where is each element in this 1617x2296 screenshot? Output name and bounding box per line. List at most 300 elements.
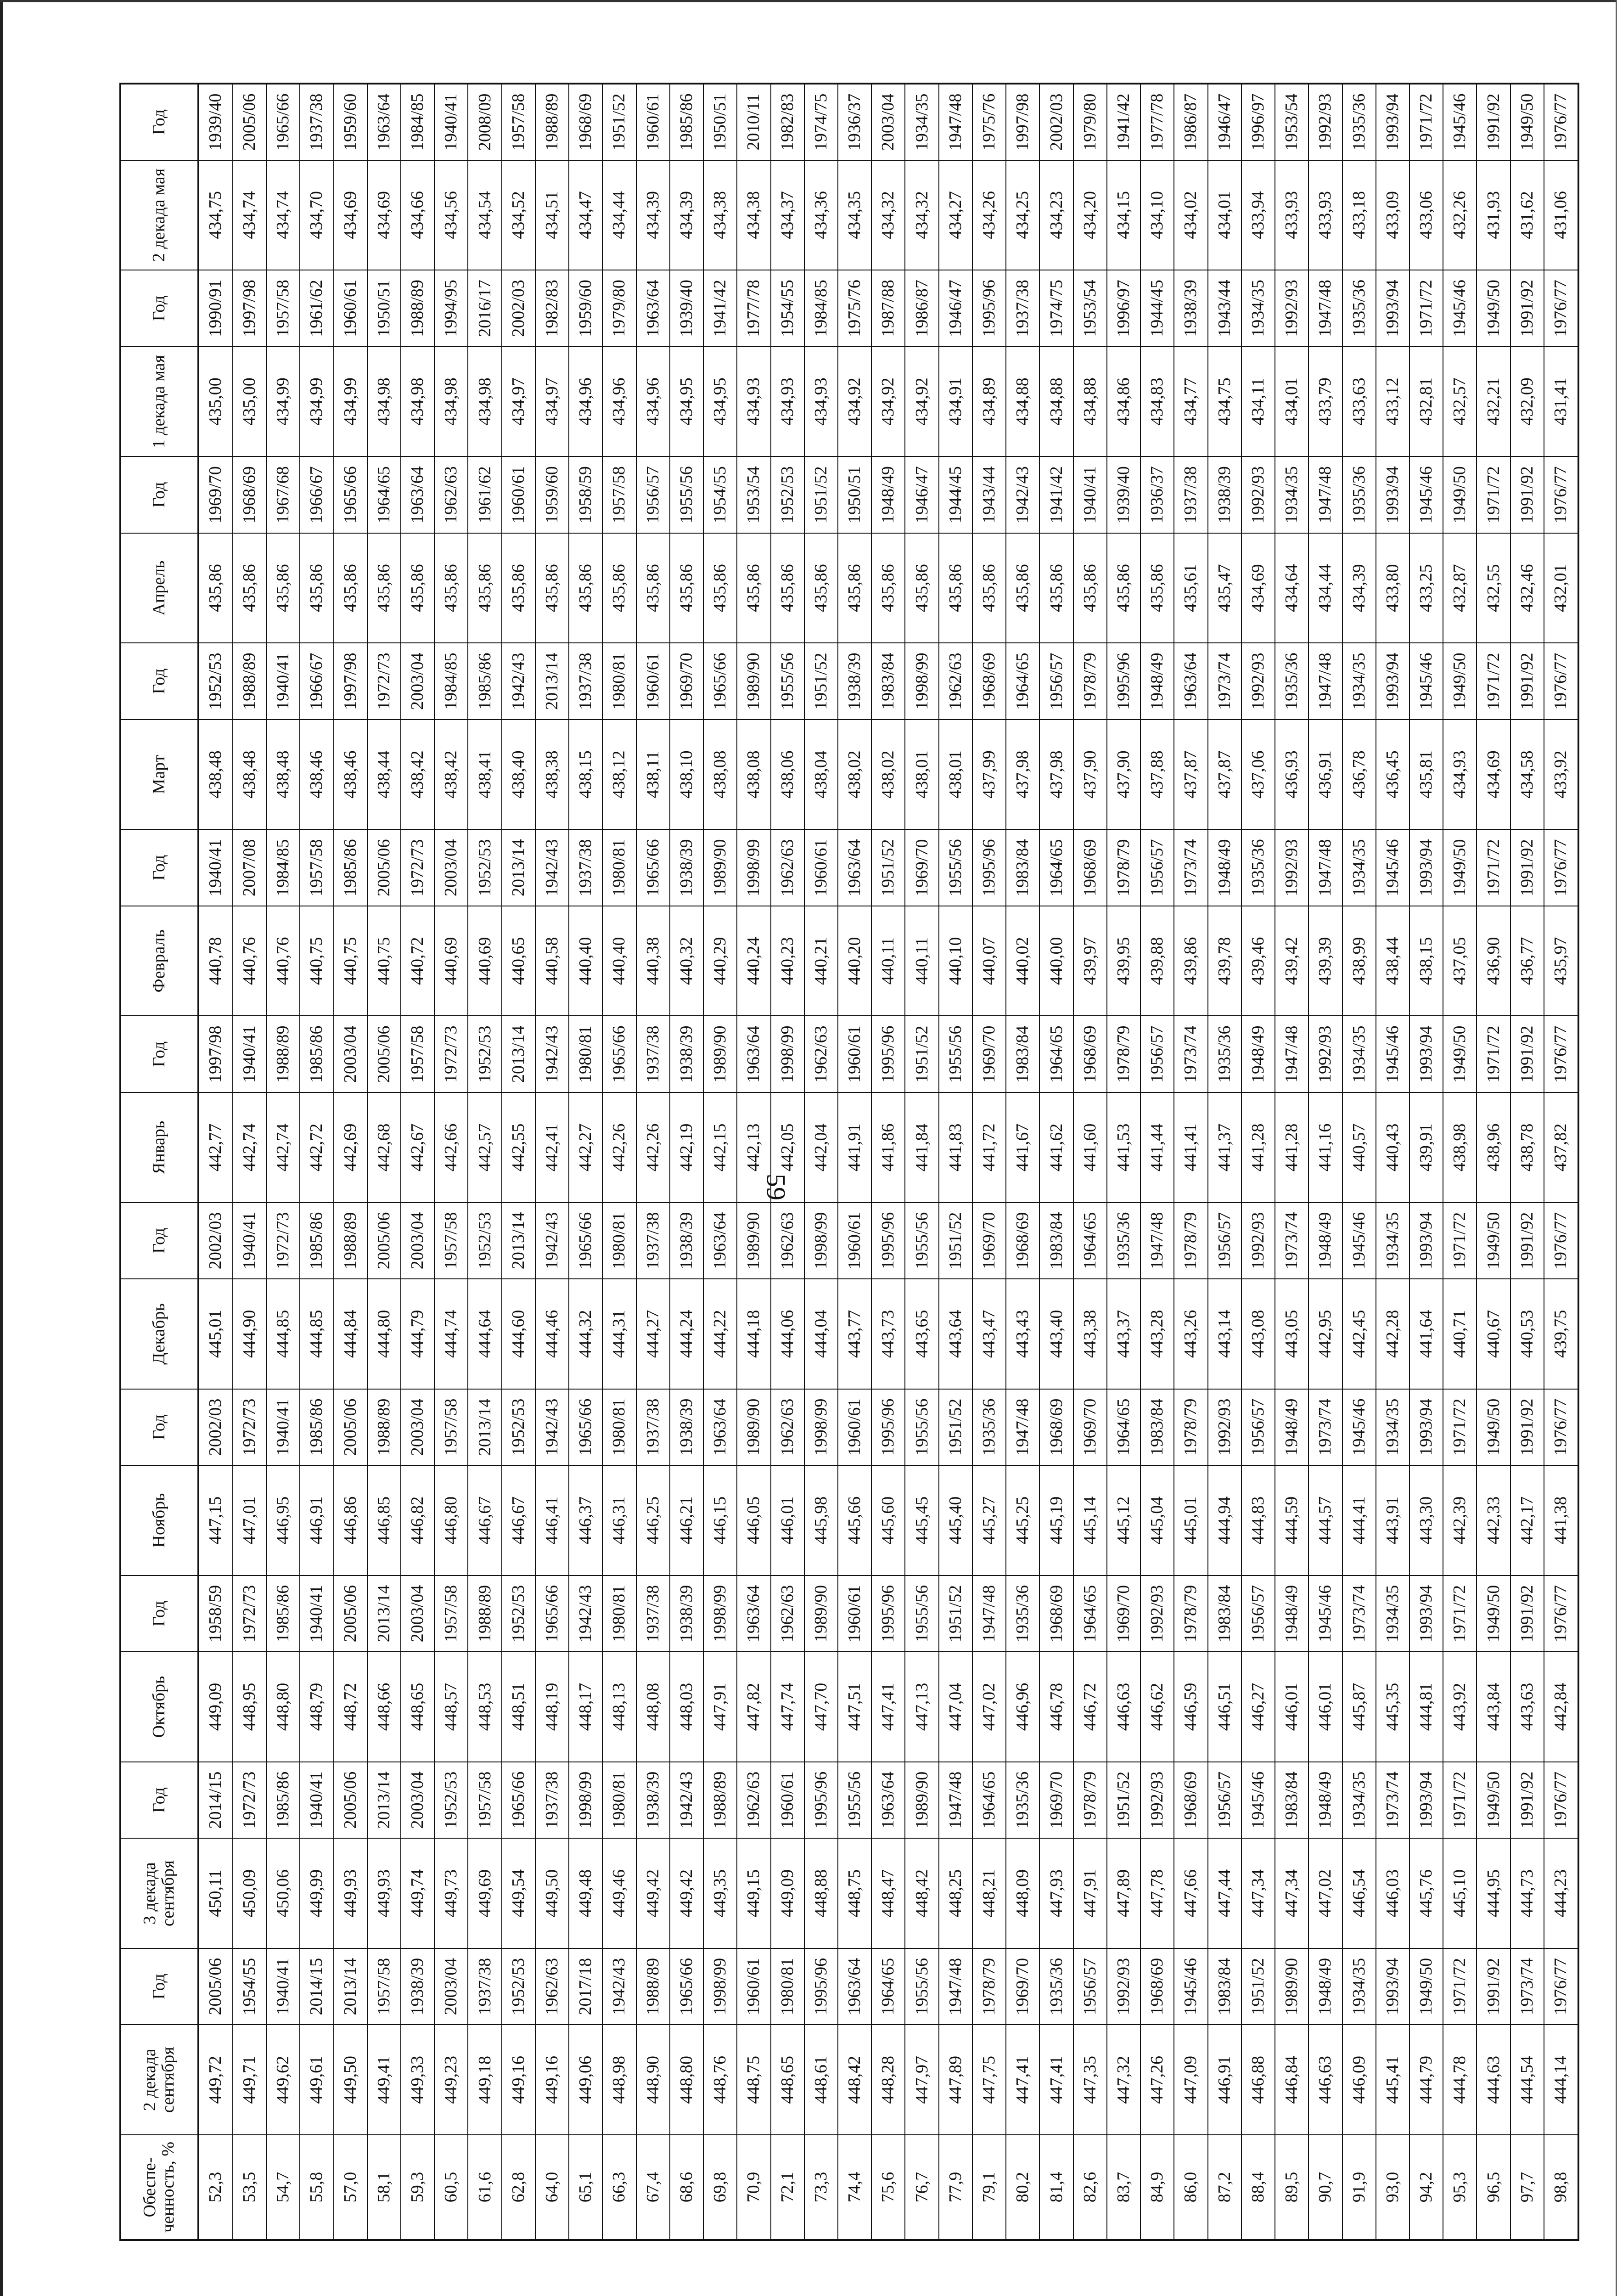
cell-level: 438,08 [703,720,737,829]
cell-year: 1965/66 [569,1203,602,1279]
table-row [1342,84,1376,2240]
cell-year: 1948/49 [1208,829,1241,906]
cell-year: 1962/63 [771,829,804,906]
cell-year: 1956/57 [1241,1389,1275,1466]
cell-year: 1961/62 [300,270,333,347]
cell-level: 443,84 [1477,1652,1510,1761]
table-row [502,84,535,2240]
cell-year: 1938/39 [670,1576,703,1652]
cell-level: 446,85 [367,1465,401,1575]
cell-year: 1940/41 [1073,456,1107,533]
cell-year: 1992/93 [1308,1016,1342,1092]
cell-level: 435,86 [334,533,367,643]
cell-year: 1979/80 [1073,84,1107,160]
cell-year: 1951/52 [939,1576,972,1652]
cell-level: 436,78 [1342,720,1376,829]
cell-level: 435,86 [939,533,972,643]
cell-year: 1991/92 [1510,1016,1544,1092]
cell-level: 443,77 [838,1279,871,1389]
cell-level: 443,37 [1107,1279,1140,1389]
cell-year: 1968/69 [1006,1203,1039,1279]
cell-level: 446,84 [1275,2025,1308,2134]
cell-level: 446,54 [1342,1838,1376,1948]
cell-level: 434,88 [1039,347,1073,456]
table-row [367,84,401,2240]
cell-level: 444,90 [233,1279,266,1389]
cell-level: 449,16 [502,2025,535,2134]
cell-year: 2005/06 [367,829,401,906]
cell-level: 434,39 [636,160,670,270]
cell-level: 434,98 [434,347,468,456]
cell-year: 1997/98 [334,643,367,720]
cell-year: 1937/38 [636,1016,670,1092]
header-level: 2 декада мая [120,160,198,270]
cell-year: 1943/44 [972,456,1006,533]
cell-year: 1949/50 [1443,643,1477,720]
cell-year: 1957/58 [434,1203,468,1279]
cell-level: 444,04 [804,1279,838,1389]
cell-level: 434,39 [1342,533,1376,643]
cell-level: 434,96 [602,347,636,456]
cell-level: 444,94 [1208,1465,1241,1575]
cell-year: 1963/64 [737,1576,770,1652]
cell-year: 1976/77 [1544,270,1578,347]
table-row [1376,84,1409,2240]
cell-year: 1991/92 [1477,1948,1510,2025]
cell-level: 446,96 [1006,1652,1039,1761]
cell-year: 1958/59 [198,1576,233,1652]
header-row [120,84,198,2240]
cell-level: 447,41 [1039,2025,1073,2134]
cell-year: 1948/49 [1275,1389,1308,1466]
cell-level: 447,02 [972,1652,1006,1761]
cell-level: 448,57 [434,1652,468,1761]
cell-level: 435,86 [401,533,434,643]
cell-level: 434,44 [602,160,636,270]
cell-year: 1934/35 [1342,1762,1376,1839]
cell-year: 1971/72 [1409,270,1443,347]
cell-year: 1992/93 [1140,1576,1174,1652]
cell-year: 1998/99 [804,1203,838,1279]
cell-level: 446,31 [602,1465,636,1575]
cell-level: 446,95 [266,1465,300,1575]
cell-level: 441,60 [1073,1092,1107,1202]
cell-year: 1968/69 [1140,1948,1174,2025]
cell-year: 1968/69 [1073,829,1107,906]
cell-year: 1993/94 [1409,1576,1443,1652]
cell-year: 2003/04 [334,1016,367,1092]
cell-level: 445,12 [1107,1465,1140,1575]
cell-year: 1983/84 [1006,829,1039,906]
cell-year: 1965/66 [502,1762,535,1839]
cell-level: 432,46 [1510,533,1544,643]
cell-year: 1955/56 [838,1762,871,1839]
cell-year: 1960/61 [502,456,535,533]
cell-year: 1965/66 [334,456,367,533]
cell-year: 1951/52 [939,1389,972,1466]
cell-level: 434,56 [434,160,468,270]
cell-year: 1971/72 [1443,1762,1477,1839]
cell-year: 1957/58 [401,1016,434,1092]
header-year: Год [120,1762,198,1839]
cell-level: 440,40 [602,906,636,1016]
cell-year: 1951/52 [1241,1948,1275,2025]
cell-year: 1968/69 [1039,1576,1073,1652]
cell-year: 1945/46 [1342,1203,1376,1279]
cell-level: 438,98 [1443,1092,1477,1202]
cell-year: 1949/50 [1443,456,1477,533]
cell-year: 1983/84 [1275,1762,1308,1839]
cell-year: 1968/69 [1039,1389,1073,1466]
cell-level: 432,21 [1477,347,1510,456]
cell-level: 434,27 [939,160,972,270]
cell-level: 445,41 [1376,2025,1409,2134]
cell-level: 443,38 [1073,1279,1107,1389]
cell-level: 448,13 [602,1652,636,1761]
cell-year: 1988/89 [636,1948,670,2025]
cell-level: 434,47 [569,160,602,270]
cell-level: 438,46 [300,720,333,829]
cell-level: 446,63 [1308,2025,1342,2134]
cell-provision: 81,4 [1039,2135,1073,2240]
cell-provision: 79,1 [972,2135,1006,2240]
cell-level: 448,42 [838,2025,871,2134]
cell-level: 434,74 [233,160,266,270]
cell-year: 1991/92 [1510,1389,1544,1466]
cell-year: 1991/92 [1510,643,1544,720]
cell-year: 1984/85 [401,84,434,160]
cell-level: 447,91 [1073,1838,1107,1948]
cell-level: 442,69 [334,1092,367,1202]
cell-level: 435,86 [300,533,333,643]
cell-level: 441,28 [1275,1092,1308,1202]
cell-level: 434,97 [535,347,569,456]
cell-provision: 88,4 [1241,2135,1275,2240]
cell-provision: 93,0 [1376,2135,1409,2240]
cell-year: 1945/46 [1443,84,1477,160]
cell-year: 1993/94 [1409,1762,1443,1839]
table-row [1510,84,1544,2240]
cell-year: 1944/45 [1140,270,1174,347]
cell-level: 446,27 [1241,1652,1275,1761]
cell-level: 448,42 [905,1838,938,1948]
cell-year: 2014/15 [300,1948,333,2025]
cell-provision: 84,9 [1140,2135,1174,2240]
cell-year: 1940/41 [233,1203,266,1279]
cell-level: 438,10 [670,720,703,829]
cell-year: 1963/64 [737,1016,770,1092]
cell-year: 1993/94 [1409,829,1443,906]
cell-level: 439,86 [1174,906,1207,1016]
cell-level: 439,75 [1544,1279,1578,1389]
cell-year: 1947/48 [1140,1203,1174,1279]
cell-year: 1960/61 [838,1203,871,1279]
cell-level: 441,83 [939,1092,972,1202]
cell-year: 1988/89 [468,1576,501,1652]
cell-level: 442,26 [636,1092,670,1202]
cell-year: 1960/61 [636,84,670,160]
cell-year: 1978/79 [1073,1762,1107,1839]
cell-year: 1971/72 [1477,1016,1510,1092]
cell-level: 431,41 [1544,347,1578,456]
cell-year: 1947/48 [1308,270,1342,347]
cell-level: 444,74 [434,1279,468,1389]
cell-level: 434,88 [1073,347,1107,456]
cell-level: 442,41 [535,1092,569,1202]
cell-level: 446,63 [1107,1652,1140,1761]
cell-level: 435,86 [233,533,266,643]
cell-level: 449,54 [502,1838,535,1948]
cell-provision: 64,0 [535,2135,569,2240]
cell-level: 434,75 [1208,347,1241,456]
cell-level: 441,44 [1140,1092,1174,1202]
cell-level: 449,99 [300,1838,333,1948]
cell-level: 442,68 [367,1092,401,1202]
cell-level: 442,77 [198,1092,233,1202]
cell-year: 1947/48 [939,1762,972,1839]
cell-year: 1934/35 [1342,829,1376,906]
cell-year: 1949/50 [1477,1576,1510,1652]
cell-level: 434,98 [367,347,401,456]
table-row [1275,84,1308,2240]
cell-year: 1965/66 [266,84,300,160]
cell-year: 1980/81 [602,643,636,720]
cell-level: 440,78 [198,906,233,1016]
cell-year: 1985/86 [266,1762,300,1839]
cell-year: 1938/39 [636,1762,670,1839]
cell-year: 1962/63 [434,456,468,533]
cell-provision: 68,6 [670,2135,703,2240]
cell-year: 1995/96 [871,1389,905,1466]
cell-year: 1989/90 [737,1203,770,1279]
cell-level: 441,41 [1174,1092,1207,1202]
cell-level: 434,98 [401,347,434,456]
cell-level: 444,27 [636,1279,670,1389]
cell-year: 1948/49 [1140,643,1174,720]
cell-year: 1978/79 [972,1948,1006,2025]
table-row [939,84,972,2240]
cell-level: 446,05 [737,1465,770,1575]
cell-level: 441,38 [1544,1465,1578,1575]
cell-year: 1934/35 [1376,1203,1409,1279]
cell-level: 434,54 [468,160,501,270]
cell-level: 449,73 [434,1838,468,1948]
cell-year: 1956/57 [1140,1016,1174,1092]
cell-year: 1960/61 [804,829,838,906]
cell-year: 1980/81 [602,1576,636,1652]
cell-year: 1989/90 [703,1016,737,1092]
table-row [838,84,871,2240]
cell-year: 1968/69 [233,456,266,533]
cell-level: 447,09 [1174,2025,1207,2134]
cell-level: 444,64 [468,1279,501,1389]
cell-year: 1964/65 [1107,1389,1140,1466]
cell-level: 442,95 [1308,1279,1342,1389]
cell-year: 1964/65 [1073,1203,1107,1279]
cell-level: 440,76 [233,906,266,1016]
table-row [1308,84,1342,2240]
cell-level: 445,25 [1006,1465,1039,1575]
cell-year: 1948/49 [1308,1762,1342,1839]
cell-year: 1956/57 [1140,829,1174,906]
cell-level: 442,72 [300,1092,333,1202]
cell-year: 1962/63 [535,1948,569,2025]
cell-year: 2008/09 [468,84,501,160]
table-row [905,84,938,2240]
cell-level: 448,65 [771,2025,804,2134]
cell-year: 1937/38 [468,1948,501,2025]
cell-year: 1964/65 [367,456,401,533]
table-row [535,84,569,2240]
cell-level: 434,25 [1006,160,1039,270]
cell-year: 1964/65 [1039,1016,1073,1092]
cell-level: 448,75 [838,1838,871,1948]
cell-level: 434,92 [838,347,871,456]
cell-year: 1952/53 [771,456,804,533]
table-row [602,84,636,2240]
cell-provision: 80,2 [1006,2135,1039,2240]
cell-level: 436,90 [1477,906,1510,1016]
cell-level: 441,72 [972,1092,1006,1202]
cell-level: 449,16 [535,2025,569,2134]
cell-level: 442,15 [703,1092,737,1202]
cell-year: 1998/99 [804,1389,838,1466]
cell-year: 1945/46 [1308,1576,1342,1652]
cell-level: 438,38 [535,720,569,829]
cell-year: 1968/69 [1073,1016,1107,1092]
cell-level: 446,80 [434,1465,468,1575]
cell-year: 1980/81 [771,1948,804,2025]
cell-level: 438,99 [1342,906,1376,1016]
cell-level: 434,70 [300,160,333,270]
cell-year: 1983/84 [1208,1948,1241,2025]
cell-year: 1938/39 [670,1203,703,1279]
cell-level: 447,70 [804,1652,838,1761]
cell-level: 441,67 [1006,1092,1039,1202]
cell-year: 1937/38 [569,643,602,720]
cell-level: 440,69 [468,906,501,1016]
header-level: Март [120,720,198,829]
cell-year: 1976/77 [1544,1389,1578,1466]
cell-level: 447,74 [771,1652,804,1761]
cell-level: 437,05 [1443,906,1477,1016]
cell-level: 449,41 [367,2025,401,2134]
cell-level: 447,34 [1275,1838,1308,1948]
cell-level: 437,87 [1174,720,1207,829]
cell-level: 444,24 [670,1279,703,1389]
cell-level: 434,66 [401,160,434,270]
cell-level: 442,74 [233,1092,266,1202]
table-row [804,84,838,2240]
cell-year: 1995/96 [871,1016,905,1092]
cell-level: 444,31 [602,1279,636,1389]
cell-year: 1957/58 [266,270,300,347]
cell-level: 433,09 [1376,160,1409,270]
cell-year: 1985/86 [266,1576,300,1652]
cell-year: 1948/49 [1275,1576,1308,1652]
cell-level: 442,84 [1544,1652,1578,1761]
cell-year: 1942/43 [535,1203,569,1279]
cell-provision: 75,6 [871,2135,905,2240]
cell-level: 448,65 [401,1652,434,1761]
cell-year: 1947/48 [1275,1016,1308,1092]
cell-provision: 82,6 [1073,2135,1107,2240]
cell-year: 1985/86 [670,84,703,160]
cell-year: 1997/98 [1006,84,1039,160]
cell-year: 1978/79 [1107,829,1140,906]
cell-level: 434,20 [1073,160,1107,270]
cell-level: 433,93 [1275,160,1308,270]
cell-year: 1976/77 [1544,1762,1578,1839]
cell-year: 1971/72 [1443,1576,1477,1652]
cell-level: 447,89 [939,2025,972,2134]
cell-level: 442,17 [1510,1465,1544,1575]
cell-year: 1964/65 [1006,643,1039,720]
header-level: Декабрь [120,1279,198,1389]
cell-level: 441,28 [1241,1092,1275,1202]
cell-year: 1987/88 [871,270,905,347]
cell-year: 2002/03 [198,1389,233,1466]
cell-year: 1938/39 [401,1948,434,2025]
cell-year: 1934/35 [1376,1389,1409,1466]
cell-year: 1996/97 [1241,84,1275,160]
header-provision-percent: Обеспе-ченность, % [120,2135,198,2240]
cell-level: 446,41 [535,1465,569,1575]
cell-provision: 89,5 [1275,2135,1308,2240]
cell-year: 2007/08 [233,829,266,906]
cell-year: 1988/89 [266,1016,300,1092]
cell-year: 2013/14 [367,1762,401,1839]
cell-level: 447,04 [939,1652,972,1761]
cell-level: 435,86 [804,533,838,643]
table-row [1073,84,1107,2240]
cell-year: 1941/42 [1107,84,1140,160]
table-row [1477,84,1510,2240]
cell-year: 1973/74 [1342,1576,1376,1652]
cell-year: 1938/39 [670,829,703,906]
cell-level: 446,72 [1073,1652,1107,1761]
cell-year: 1950/51 [838,456,871,533]
cell-year: 1969/70 [1073,1389,1107,1466]
cell-year: 1937/38 [1174,456,1207,533]
table-row [1409,84,1443,2240]
cell-year: 1952/53 [468,1016,501,1092]
cell-year: 2003/04 [434,1948,468,2025]
cell-year: 1949/50 [1477,1762,1510,1839]
cell-level: 432,26 [1443,160,1477,270]
cell-year: 1979/80 [602,270,636,347]
cell-level: 444,81 [1409,1652,1443,1761]
cell-year: 1947/48 [1006,1389,1039,1466]
cell-level: 446,01 [1308,1652,1342,1761]
cell-level: 440,38 [636,906,670,1016]
cell-year: 1938/39 [1174,270,1207,347]
cell-level: 435,81 [1409,720,1443,829]
cell-year: 1998/99 [569,1762,602,1839]
cell-year: 1954/55 [771,270,804,347]
cell-level: 433,79 [1308,347,1342,456]
cell-year: 1960/61 [838,1389,871,1466]
cell-year: 2013/14 [468,1389,501,1466]
cell-year: 2003/04 [401,1389,434,1466]
cell-level: 447,97 [905,2025,938,2134]
cell-provision: 69,8 [703,2135,737,2240]
cell-year: 1980/81 [602,1762,636,1839]
cell-level: 444,57 [1308,1465,1342,1575]
cell-level: 448,47 [871,1838,905,1948]
cell-level: 448,79 [300,1652,333,1761]
cell-level: 434,93 [771,347,804,456]
